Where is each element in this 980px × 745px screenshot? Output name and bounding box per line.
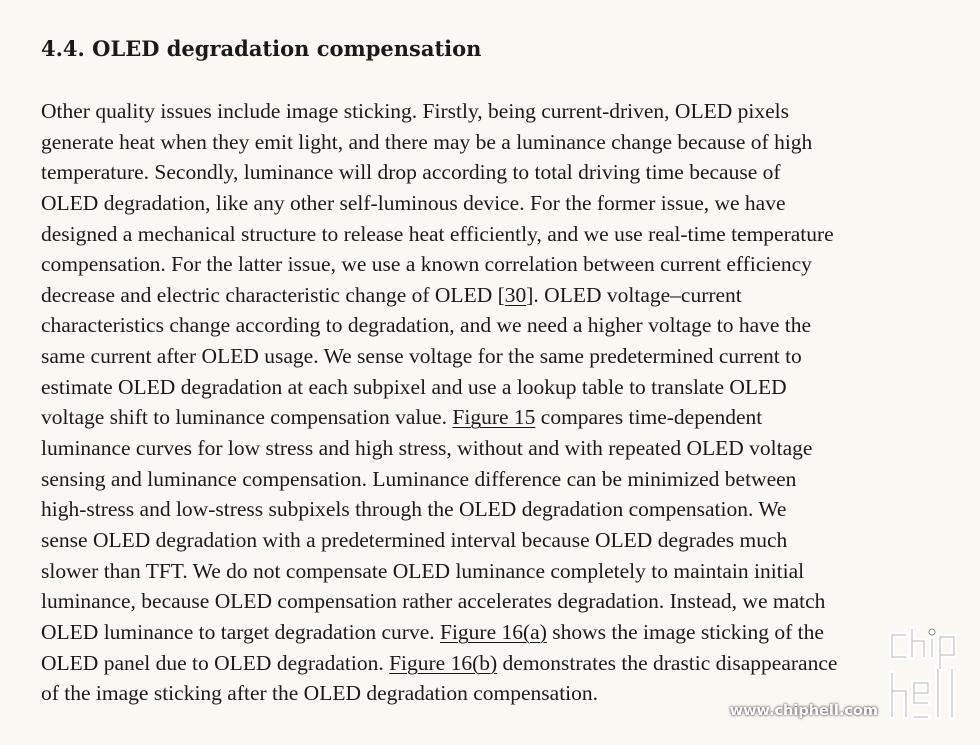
line-text: sensing and luminance compensation. Luminance difference can be minimized between — [41, 466, 797, 491]
paragraph-line — [41, 556, 837, 587]
line-text: voltage shift to luminance compensation value. — [41, 405, 453, 430]
figure-15-link[interactable]: Figure 15 — [452, 405, 536, 430]
paragraph-line — [41, 586, 837, 617]
paragraph-line — [41, 249, 837, 280]
section-heading: 4.4. OLED degradation compensation — [41, 36, 482, 61]
line-text: temperature. Secondly, luminance will drop according to total driving time because of — [41, 160, 781, 185]
paragraph-line — [41, 678, 837, 709]
paragraph-line — [41, 648, 837, 679]
watermark-url: www.chiphell.com — [729, 703, 878, 719]
line-text: shows the image sticking of the — [546, 619, 824, 644]
line-text: same current after OLED usage. We sense voltage for the same predetermined current to — [41, 344, 802, 369]
body-paragraph — [41, 96, 837, 709]
line-text: OLED luminance to target degradation curve. — [41, 619, 440, 644]
line-text: ]. OLED voltage–current — [526, 282, 742, 307]
line-text: compares time-dependent — [535, 405, 763, 430]
paragraph-line — [41, 127, 837, 158]
line-text: demonstrates the drastic disappearance — [497, 650, 838, 675]
line-text: characteristics change according to degradation, and we need a higher voltage to have the — [41, 313, 812, 338]
paragraph-line — [41, 280, 837, 311]
line-text: of the image sticking after the OLED degradation compensation. — [41, 681, 599, 706]
paragraph-line — [41, 402, 837, 433]
paragraph-line — [41, 617, 837, 648]
line-text: compensation. For the latter issue, we use a known correlation between current efficiency — [41, 252, 812, 277]
paragraph-line — [41, 341, 837, 372]
line-text: designed a mechanical structure to release heat efficiently, and we use real-time temperature — [41, 221, 834, 246]
figure-16a-link[interactable]: Figure 16(a) — [440, 619, 547, 644]
site-watermark — [729, 625, 970, 725]
line-text: OLED panel due to OLED degradation. — [41, 650, 390, 675]
line-text: luminance, because OLED compensation rather accelerates degradation. Instead, we match — [41, 589, 826, 614]
line-text: estimate OLED degradation at each subpixel and use a lookup table to translate OLED — [41, 374, 787, 399]
chiphell-logo — [886, 625, 968, 725]
line-text: sense OLED degradation with a predetermined interval because OLED degrades much — [41, 527, 788, 552]
citation-link-30[interactable]: 30 — [504, 282, 527, 307]
line-text: high-stress and low-stress subpixels through the OLED degradation compensation. We — [41, 497, 787, 522]
line-text: decrease and electric characteristic change of OLED [ — [41, 282, 505, 307]
line-text: luminance curves for low stress and high stress, without and with repeated OLED voltage — [41, 436, 813, 461]
paragraph-line — [41, 310, 837, 341]
paragraph-line — [41, 372, 837, 403]
paragraph-line — [41, 433, 837, 464]
paragraph-line — [41, 157, 837, 188]
paragraph-line — [41, 464, 837, 495]
paragraph-line — [41, 494, 837, 525]
line-text: slower than TFT. We do not compensate OLED luminance completely to maintain initial — [41, 558, 805, 583]
line-text: generate heat when they emit light, and there may be a luminance change because of high — [41, 129, 813, 154]
paragraph-line — [41, 188, 837, 219]
line-text: Other quality issues include image sticking. Firstly, being current-driven, OLED pixels — [41, 99, 789, 123]
line-text: OLED degradation, like any other self-luminous device. For the former issue, we have — [41, 190, 786, 215]
figure-16b-link[interactable]: Figure 16(b) — [389, 650, 498, 675]
paragraph-line — [41, 525, 837, 556]
paragraph-line — [41, 219, 837, 250]
paragraph-line — [41, 96, 837, 127]
